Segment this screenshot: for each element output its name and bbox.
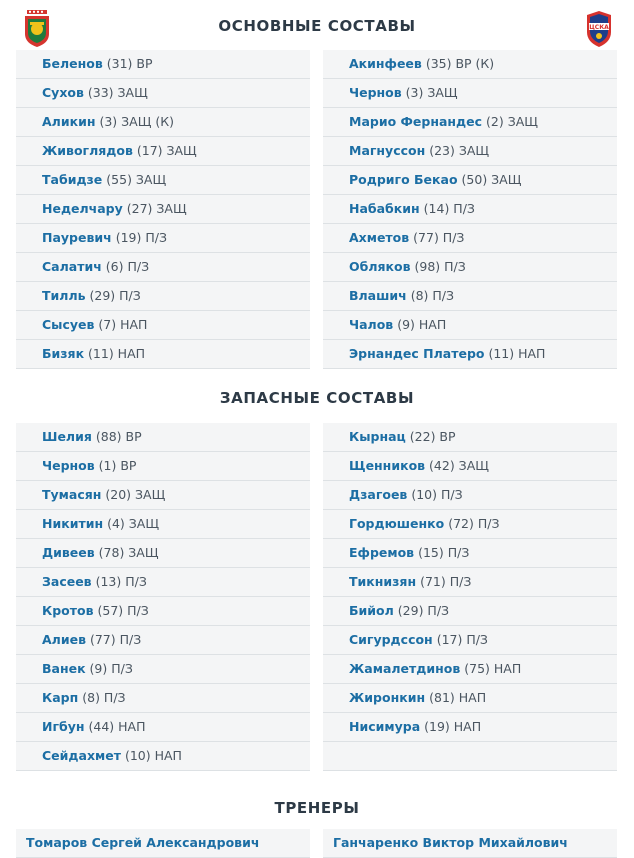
player-number-position: (10) НАП [124, 748, 182, 763]
player-number-position: (23) ЗАЩ [429, 143, 490, 158]
player-name-link[interactable]: Карп [42, 690, 79, 705]
player-name-link[interactable]: Живоглядов [42, 143, 133, 158]
player-row [16, 452, 310, 481]
player-row [323, 655, 617, 684]
player-number-position: (78) ЗАЩ [98, 545, 159, 560]
empty-row [323, 742, 617, 771]
away-coach-link[interactable]: Ганчаренко Виктор Михайлович [333, 835, 568, 850]
player-number-position: (3) ЗАЩ (К) [99, 114, 174, 129]
player-row [16, 481, 310, 510]
lineups-header [0, 0, 634, 50]
player-number-position: (17) П/З [436, 632, 488, 647]
player-row [323, 423, 617, 452]
player-row [16, 195, 310, 224]
player-number-position: (77) П/З [413, 230, 465, 245]
player-row [323, 79, 617, 108]
player-name-link[interactable]: Тумасян [42, 487, 102, 502]
home-main-list [16, 50, 310, 369]
player-number-position: (55) ЗАЩ [106, 172, 167, 187]
player-name-link[interactable]: Салатич [42, 259, 102, 274]
player-name-link[interactable]: Нисимура [349, 719, 421, 734]
away-coach [323, 829, 617, 858]
player-name-link[interactable]: Обляков [349, 259, 411, 274]
player-row [323, 166, 617, 195]
player-row [16, 655, 310, 684]
coach-row [323, 829, 617, 858]
player-number-position: (13) П/З [95, 574, 147, 589]
player-row [16, 626, 310, 655]
player-number-position: (57) П/З [97, 603, 149, 618]
player-row [323, 510, 617, 539]
player-number-position: (3) ЗАЩ [405, 85, 458, 100]
player-number-position: (29) П/З [89, 288, 141, 303]
player-number-position: (19) НАП [424, 719, 482, 734]
player-row [16, 539, 310, 568]
player-number-position: (6) П/З [105, 259, 150, 274]
player-number-position: (75) НАП [464, 661, 522, 676]
player-number-position: (72) П/З [448, 516, 500, 531]
player-name-link[interactable]: Родриго Бекао [349, 172, 458, 187]
player-name-link[interactable]: Дзагоев [349, 487, 408, 502]
player-row [16, 423, 310, 452]
player-number-position: (1) ВР [98, 458, 137, 473]
coaches-title: ТРЕНЕРЫ [274, 799, 360, 817]
player-name-link[interactable]: Сысуев [42, 317, 95, 332]
player-number-position: (8) П/З [410, 288, 455, 303]
player-row [16, 108, 310, 137]
player-name-link[interactable]: Акинфеев [349, 56, 422, 71]
player-name-link[interactable]: Пауревич [42, 230, 112, 245]
player-row [323, 311, 617, 340]
player-name-link[interactable]: Жиронкин [349, 690, 426, 705]
coaches [0, 829, 634, 858]
player-row [323, 481, 617, 510]
player-number-position: (11) НАП [488, 346, 546, 361]
player-number-position: (88) ВР [95, 429, 142, 444]
sub-lineups [0, 423, 634, 771]
player-name-link[interactable]: Чалов [349, 317, 394, 332]
player-number-position: (29) П/З [397, 603, 450, 618]
player-row [16, 253, 310, 282]
player-name-link[interactable]: Тикнизян [349, 574, 417, 589]
player-row [16, 224, 310, 253]
player-number-position: (71) П/З [420, 574, 472, 589]
subs-title: ЗАПАСНЫЕ СОСТАВЫ [219, 389, 415, 407]
player-name-link[interactable]: Шелия [42, 429, 92, 444]
player-name-link[interactable]: Жамалетдинов [349, 661, 461, 676]
player-name-link[interactable]: Ванек [42, 661, 86, 676]
player-name-link[interactable]: Сигурдссон [349, 632, 433, 647]
cska-crest-icon[interactable] [586, 10, 612, 48]
player-name-link[interactable]: Дивеев [42, 545, 95, 560]
player-row [16, 742, 310, 771]
player-row [323, 568, 617, 597]
player-name-link[interactable]: Игбун [42, 719, 85, 734]
player-number-position: (17) ЗАЩ [136, 143, 197, 158]
player-number-position: (35) ВР (К) [425, 56, 495, 71]
player-row [16, 568, 310, 597]
home-coach-link[interactable]: Томаров Сергей Александрович [26, 835, 260, 850]
player-number-position: (2) ЗАЩ [486, 114, 538, 129]
player-row [16, 166, 310, 195]
player-row [16, 137, 310, 166]
player-number-position: (44) НАП [88, 719, 146, 734]
player-row [323, 108, 617, 137]
player-name-link[interactable]: Кротов [42, 603, 94, 618]
player-number-position: (50) ЗАЩ [461, 172, 522, 187]
player-name-link[interactable]: Влашич [349, 288, 407, 303]
player-number-position: (14) П/З [423, 201, 475, 216]
player-number-position: (33) ЗАЩ [87, 85, 148, 100]
player-row [16, 713, 310, 742]
coach-row [16, 829, 310, 858]
player-row [323, 195, 617, 224]
player-row [323, 597, 617, 626]
player-number-position: (27) ЗАЩ [126, 201, 187, 216]
player-number-position: (4) ЗАЩ [107, 516, 160, 531]
player-name-link[interactable]: Марио Фернандес [349, 114, 483, 129]
player-name-link[interactable]: Неделчару [42, 201, 123, 216]
player-row [323, 50, 617, 79]
main-lineups-title: ОСНОВНЫЕ СОСТАВЫ [218, 17, 416, 35]
player-name-link[interactable]: Бийол [349, 603, 394, 618]
player-name-link[interactable]: Чернов [349, 85, 402, 100]
player-number-position: (10) П/З [411, 487, 463, 502]
player-row [323, 713, 617, 742]
player-row [323, 340, 617, 369]
player-number-position: (9) НАП [397, 317, 447, 332]
player-name-link[interactable]: Алиев [42, 632, 86, 647]
player-name-link[interactable]: Бизяк [42, 346, 85, 361]
player-row [16, 79, 310, 108]
player-number-position: (15) П/З [418, 545, 470, 560]
player-name-link[interactable]: Табидзе [42, 172, 103, 187]
player-name-link[interactable]: Ахметов [349, 230, 410, 245]
ufa-crest-icon[interactable] [24, 10, 50, 48]
player-name-link[interactable]: Засеев [42, 574, 92, 589]
player-number-position: (31) ВР [106, 56, 153, 71]
away-subs-list [323, 423, 617, 771]
player-name-link[interactable]: Аликин [42, 114, 96, 129]
player-name-link[interactable]: Ефремов [349, 545, 415, 560]
player-name-link[interactable]: Набабкин [349, 201, 420, 216]
player-number-position: (19) П/З [115, 230, 167, 245]
main-lineups [0, 50, 634, 369]
player-row [323, 253, 617, 282]
player-row [323, 452, 617, 481]
player-row [16, 684, 310, 713]
player-row [323, 224, 617, 253]
player-name-link[interactable]: Щенников [349, 458, 426, 473]
player-name-link[interactable]: Никитин [42, 516, 104, 531]
player-name-link[interactable]: Сейдахмет [42, 748, 121, 763]
player-number-position: (9) П/З [89, 661, 133, 676]
player-row [16, 340, 310, 369]
player-number-position: (11) НАП [88, 346, 146, 361]
player-name-link[interactable]: Беленов [42, 56, 103, 71]
player-name-link[interactable]: Эрнандес Платеро [349, 346, 485, 361]
home-coach [16, 829, 310, 858]
player-row [16, 597, 310, 626]
player-row [323, 539, 617, 568]
player-row [16, 311, 310, 340]
svg-text:ЦСКА: ЦСКА [589, 24, 609, 31]
player-number-position: (20) ЗАЩ [105, 487, 166, 502]
player-name-link[interactable]: Тилль [42, 288, 86, 303]
player-row [323, 282, 617, 311]
player-row [16, 282, 310, 311]
away-main-list [323, 50, 617, 369]
player-name-link[interactable]: Магнуссон [349, 143, 426, 158]
player-row [16, 510, 310, 539]
player-row [323, 626, 617, 655]
player-number-position: (7) НАП [98, 317, 148, 332]
player-name-link[interactable]: Сухов [42, 85, 84, 100]
player-number-position: (22) ВР [409, 429, 456, 444]
player-name-link[interactable]: Кырнац [349, 429, 406, 444]
player-number-position: (77) П/З [89, 632, 142, 647]
player-number-position: (8) П/З [82, 690, 126, 705]
player-number-position: (81) НАП [429, 690, 487, 705]
home-subs-list [16, 423, 310, 771]
player-row [323, 684, 617, 713]
player-row [323, 137, 617, 166]
player-name-link[interactable]: Гордюшенко [349, 516, 445, 531]
player-row [16, 50, 310, 79]
player-number-position: (98) П/З [414, 259, 466, 274]
player-name-link[interactable]: Чернов [42, 458, 95, 473]
player-number-position: (42) ЗАЩ [429, 458, 489, 473]
